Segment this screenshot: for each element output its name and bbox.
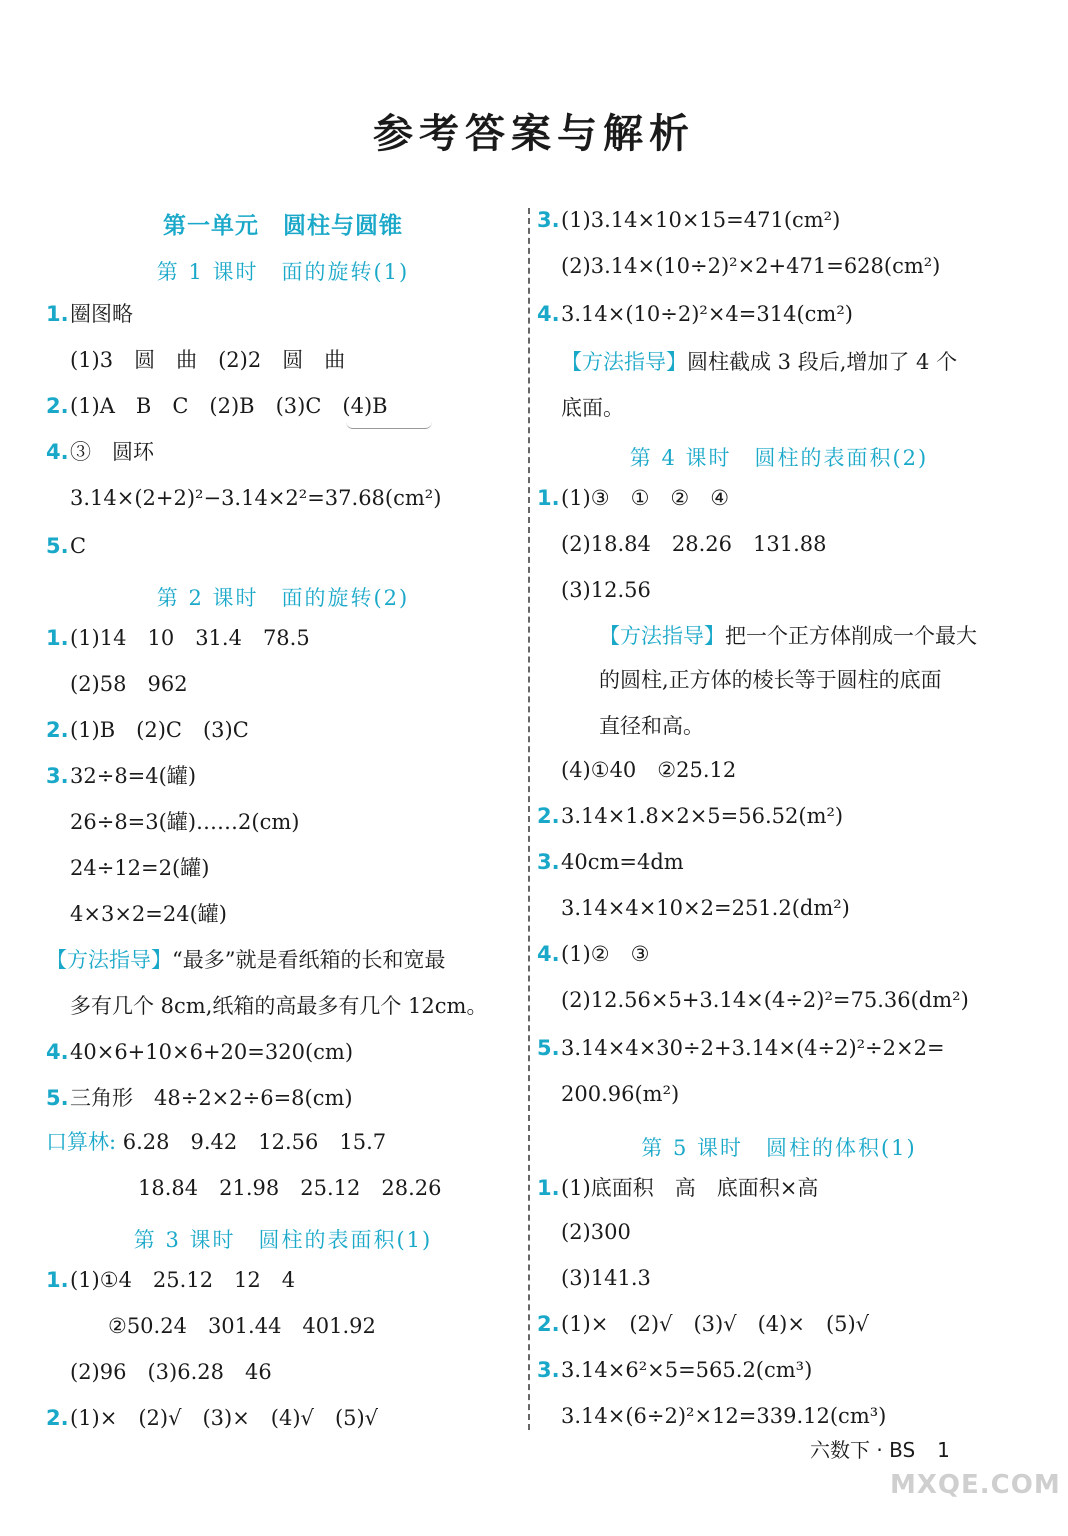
question-number: 4. (537, 302, 560, 326)
answer-line: (2)96 (3)6.28 46 (70, 1360, 272, 1384)
question-number: 3. (537, 1358, 560, 1382)
answer-text: (1)14 10 31.4 78.5 (70, 626, 310, 650)
answer-line: 24÷12=2(罐) (70, 856, 210, 880)
answer-line (537, 300, 853, 328)
answer-line: 4×3×2=24(罐) (70, 902, 227, 926)
column-divider (528, 208, 530, 1430)
answer-line: 3.14×4×10×2=251.2(dm²) (561, 896, 850, 920)
answer-text: 3.14×1.8×2×5=56.52(m²) (561, 804, 844, 828)
answer-line (46, 762, 196, 790)
answer-line (537, 206, 840, 234)
mental-math-line (46, 1128, 386, 1156)
method-tip (537, 622, 977, 650)
answer-text: 32÷8=4(罐) (70, 764, 197, 788)
answer-line (46, 392, 388, 420)
lesson-heading-3: 第 3 课时 圆柱的表面积(1) (133, 1228, 433, 1252)
method-tip-text: 圆柱截成 3 段后,增加了 4 个 (687, 350, 958, 374)
mental-math-label: 口算林: (46, 1130, 117, 1154)
answer-line (46, 532, 86, 560)
answer-text: 圈图略 (70, 302, 133, 326)
question-number: 2. (46, 718, 69, 742)
answer-line: (2)18.84 28.26 131.88 (561, 532, 827, 556)
question-number: 2. (537, 1312, 560, 1336)
question-number: 3. (537, 850, 560, 874)
method-tip-text: 直径和高。 (599, 714, 704, 738)
answer-text: (1)①4 25.12 12 4 (70, 1268, 296, 1292)
page-footer (810, 1434, 950, 1463)
question-number: 1. (46, 1268, 69, 1292)
method-tip-label: 【方法指导】 (561, 350, 687, 374)
page-title: 参考答案与解析 (373, 111, 695, 157)
answer-line (537, 802, 843, 830)
question-number: 1. (46, 626, 69, 650)
method-tip-text: 底面。 (561, 396, 624, 420)
answer-line: 26÷8=3(罐)……2(cm) (70, 810, 300, 834)
answer-text: (1)底面积 高 底面积×高 (561, 1176, 819, 1200)
answer-text: 3.14×4×30÷2+3.14×(4÷2)²÷2×2= (561, 1036, 945, 1060)
lesson-heading-1: 第 1 课时 面的旋转(1) (156, 260, 410, 284)
answer-text: (1)3.14×10×15=471(cm²) (561, 208, 841, 232)
question-number: 5. (46, 1086, 69, 1110)
mental-math-line: 18.84 21.98 25.12 28.26 (138, 1176, 442, 1200)
answer-text: (1)A B C (2)B (3)C (4)B (70, 394, 388, 418)
question-number: 1. (537, 486, 560, 510)
page-number: 1 (937, 1438, 950, 1462)
answer-line: 3.14×(6÷2)²×12=339.12(cm³) (561, 1404, 887, 1428)
method-tip-text: 多有几个 8cm,纸箱的高最多有几个 12cm。 (70, 994, 488, 1018)
answer-line (537, 1174, 818, 1202)
lesson-heading-2: 第 2 课时 面的旋转(2) (156, 586, 410, 610)
answer-line (537, 940, 649, 968)
answer-line (46, 1404, 378, 1432)
answer-line: ②50.24 301.44 401.92 (108, 1314, 376, 1338)
answer-line (537, 1034, 945, 1062)
answer-text: C (70, 534, 87, 558)
answer-line: 3.14×(2+2)²−3.14×2²=37.68(cm²) (70, 486, 442, 510)
answer-text: 40×6+10×6+20=320(cm) (70, 1040, 354, 1064)
method-tip-text: “最多”就是看纸箱的长和宽最 (172, 948, 446, 972)
answer-text: (1)③ ① ② ④ (561, 486, 730, 510)
method-tip-label: 【方法指导】 (46, 948, 172, 972)
answer-line: (1)3 圆 曲 (2)2 圆 曲 (70, 348, 346, 372)
answer-text: (1)× (2)√ (3)√ (4)× (5)√ (561, 1312, 870, 1336)
answer-line (46, 300, 133, 328)
answer-line (46, 1084, 353, 1112)
question-number: 1. (537, 1176, 560, 1200)
question-number: 1. (46, 302, 69, 326)
answer-text: (1)B (2)C (3)C (70, 718, 249, 742)
question-number: 2. (537, 804, 560, 828)
question-number: 5. (46, 534, 69, 558)
question-number: 2. (46, 394, 69, 418)
answer-line: (3)12.56 (561, 578, 651, 602)
answer-line: (2)300 (561, 1220, 631, 1244)
book-code: 六数下 · BS (810, 1438, 916, 1462)
answer-text: (1)× (2)√ (3)× (4)√ (5)√ (70, 1406, 379, 1430)
answer-text: 三角形 48÷2×2÷6=8(cm) (70, 1086, 353, 1110)
answer-text: 40cm=4dm (561, 850, 684, 874)
lesson-heading-5: 第 5 课时 圆柱的体积(1) (641, 1136, 917, 1160)
answer-line (537, 848, 684, 876)
question-number: 4. (46, 440, 69, 464)
answer-line (537, 484, 729, 512)
question-number: 2. (46, 1406, 69, 1430)
answer-line (537, 1310, 869, 1338)
answer-line (537, 1356, 812, 1384)
question-number: 3. (537, 208, 560, 232)
lesson-heading-4: 第 4 课时 圆柱的表面积(2) (629, 446, 929, 470)
method-tip-text: 的圆柱,正方体的棱长等于圆柱的底面 (599, 668, 942, 692)
method-tip-text: 把一个正方体削成一个最大 (725, 624, 977, 648)
answer-line (46, 1038, 353, 1066)
answer-line: 200.96(m²) (561, 1082, 680, 1106)
method-tip (46, 946, 445, 974)
method-tip-label: 【方法指导】 (599, 624, 725, 648)
answer-text: 3.14×6²×5=565.2(cm³) (561, 1358, 813, 1382)
answer-line (46, 1266, 295, 1294)
answer-text: ③ 圆环 (70, 440, 154, 464)
method-tip (537, 348, 957, 376)
answer-line (46, 624, 310, 652)
unit-heading: 第一单元 圆柱与圆锥 (163, 213, 403, 239)
question-number: 4. (46, 1040, 69, 1064)
question-number: 4. (537, 942, 560, 966)
answer-line: (2)3.14×(10÷2)²×2+471=628(cm²) (561, 254, 941, 278)
answer-line (46, 716, 249, 744)
answer-line: (4)①40 ②25.12 (561, 758, 737, 782)
answer-text: 6.28 9.42 12.56 15.7 (122, 1130, 387, 1154)
question-number: 5. (537, 1036, 560, 1060)
answer-line: (2)12.56×5+3.14×(4÷2)²=75.36(dm²) (561, 988, 969, 1012)
answer-text: 3.14×(10÷2)²×4=314(cm²) (561, 302, 853, 326)
watermark: MXQE.COM (890, 1470, 1061, 1500)
pencil-underline (346, 422, 432, 429)
answer-line: (3)141.3 (561, 1266, 651, 1290)
question-number: 3. (46, 764, 69, 788)
answer-text: (1)② ③ (561, 942, 650, 966)
answer-line: (2)58 962 (70, 672, 188, 696)
answer-line (46, 438, 154, 466)
